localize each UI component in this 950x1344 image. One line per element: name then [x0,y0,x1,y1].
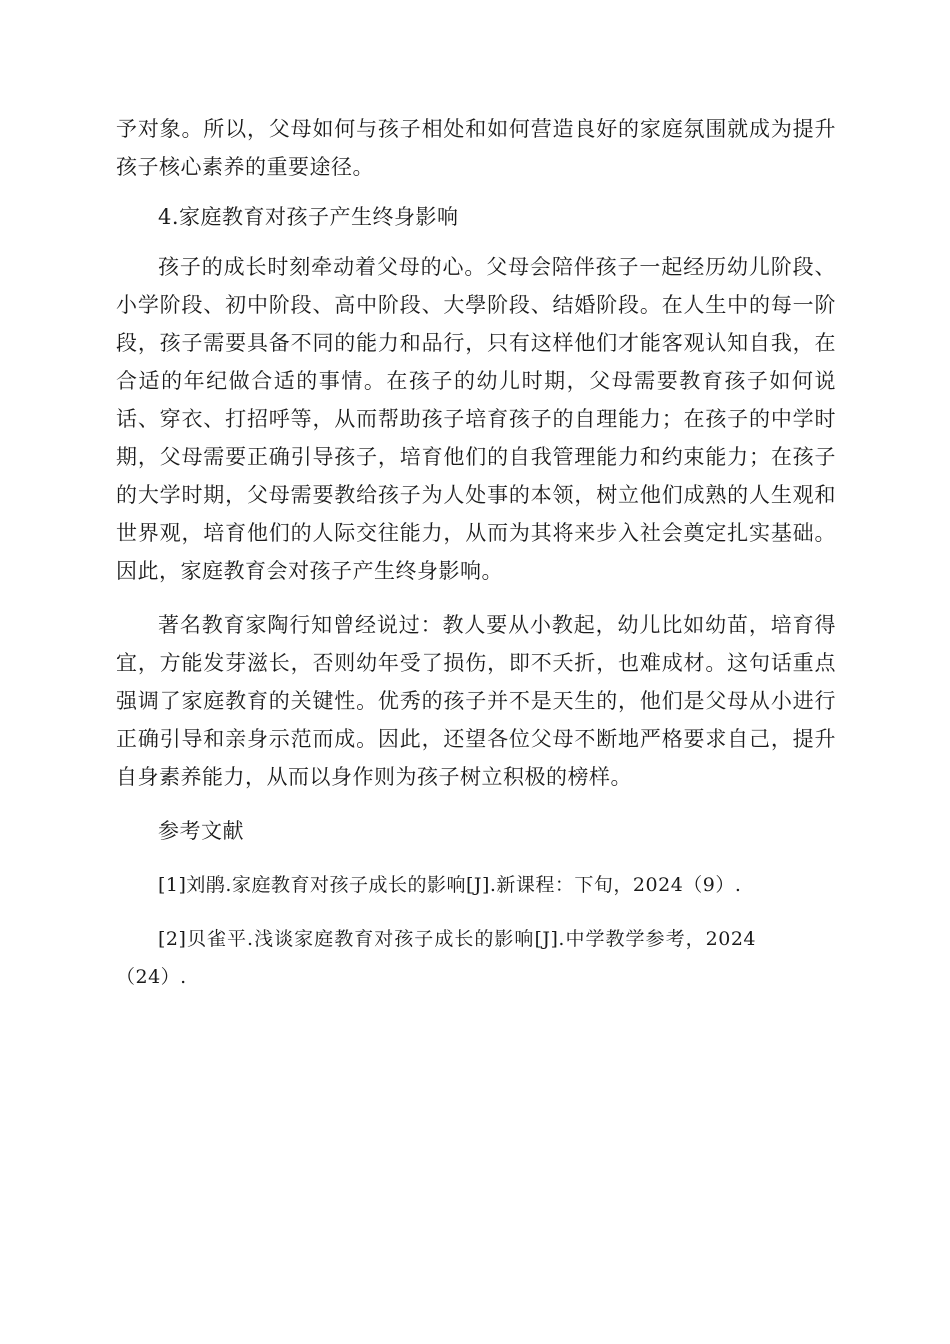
references-heading: 参考文献 [158,819,244,843]
reference-item: [2]贝雀平.浅谈家庭教育对孩子成长的影响[J].中学教学参考，2024（24）. [116,928,756,988]
paragraph-lifelong-influence: 孩子的成长时刻牵动着父母的心。父母会陪伴孩子一起经历幼儿阶段、小学阶段、初中阶段、高中阶段、大學阶段、结婚阶段。在人生中的每一阶段，孩子需要具备不同的能力和品行，只有这样他们才能客观认知自我，在合适的年纪做合适的事情。在孩子的幼儿时期，父母需要教育孩子如何说话、穿衣、打招呼等，从而帮助孩子培育孩子的自理能力；在孩子的中学时期，父母需要正确引导孩子，培育他们的自我管理能力和约束能力；在孩子的大学时期，父母需要教给孩子为人处事的本领，树立他们成熟的人生观和世界观，培育他们的人际交往能力，从而为其将来步入社会奠定扎实基础。因此，家庭教育会对孩子产生终身影响。 [116,255,836,583]
document-page [116,110,836,996]
reference-item: [1]刘鹃.家庭教育对孩子成长的影响[J].新课程：下旬，2024（9）. [158,874,742,896]
paragraph-conclusion: 著名教育家陶行知曾经说过：教人要从小教起，幼儿比如幼苗，培育得宜，方能发芽滋长，否则幼年受了损伤，即不夭折，也难成材。这句话重点强调了家庭教育的关键性。优秀的孩子并不是天生的，他们是父母从小进行正确引导和亲身示范而成。因此，还望各位父母不断地严格要求自己，提升自身素养能力，从而以身作则为孩子树立积极的榜样。 [116,613,836,789]
section-heading: 4.家庭教育对孩子产生终身影响 [158,205,459,229]
paragraph-continued: 予对象。所以，父母如何与孩子相处和如何营造良好的家庭氛围就成为提升孩子核心素养的重要途径。 [116,117,836,179]
